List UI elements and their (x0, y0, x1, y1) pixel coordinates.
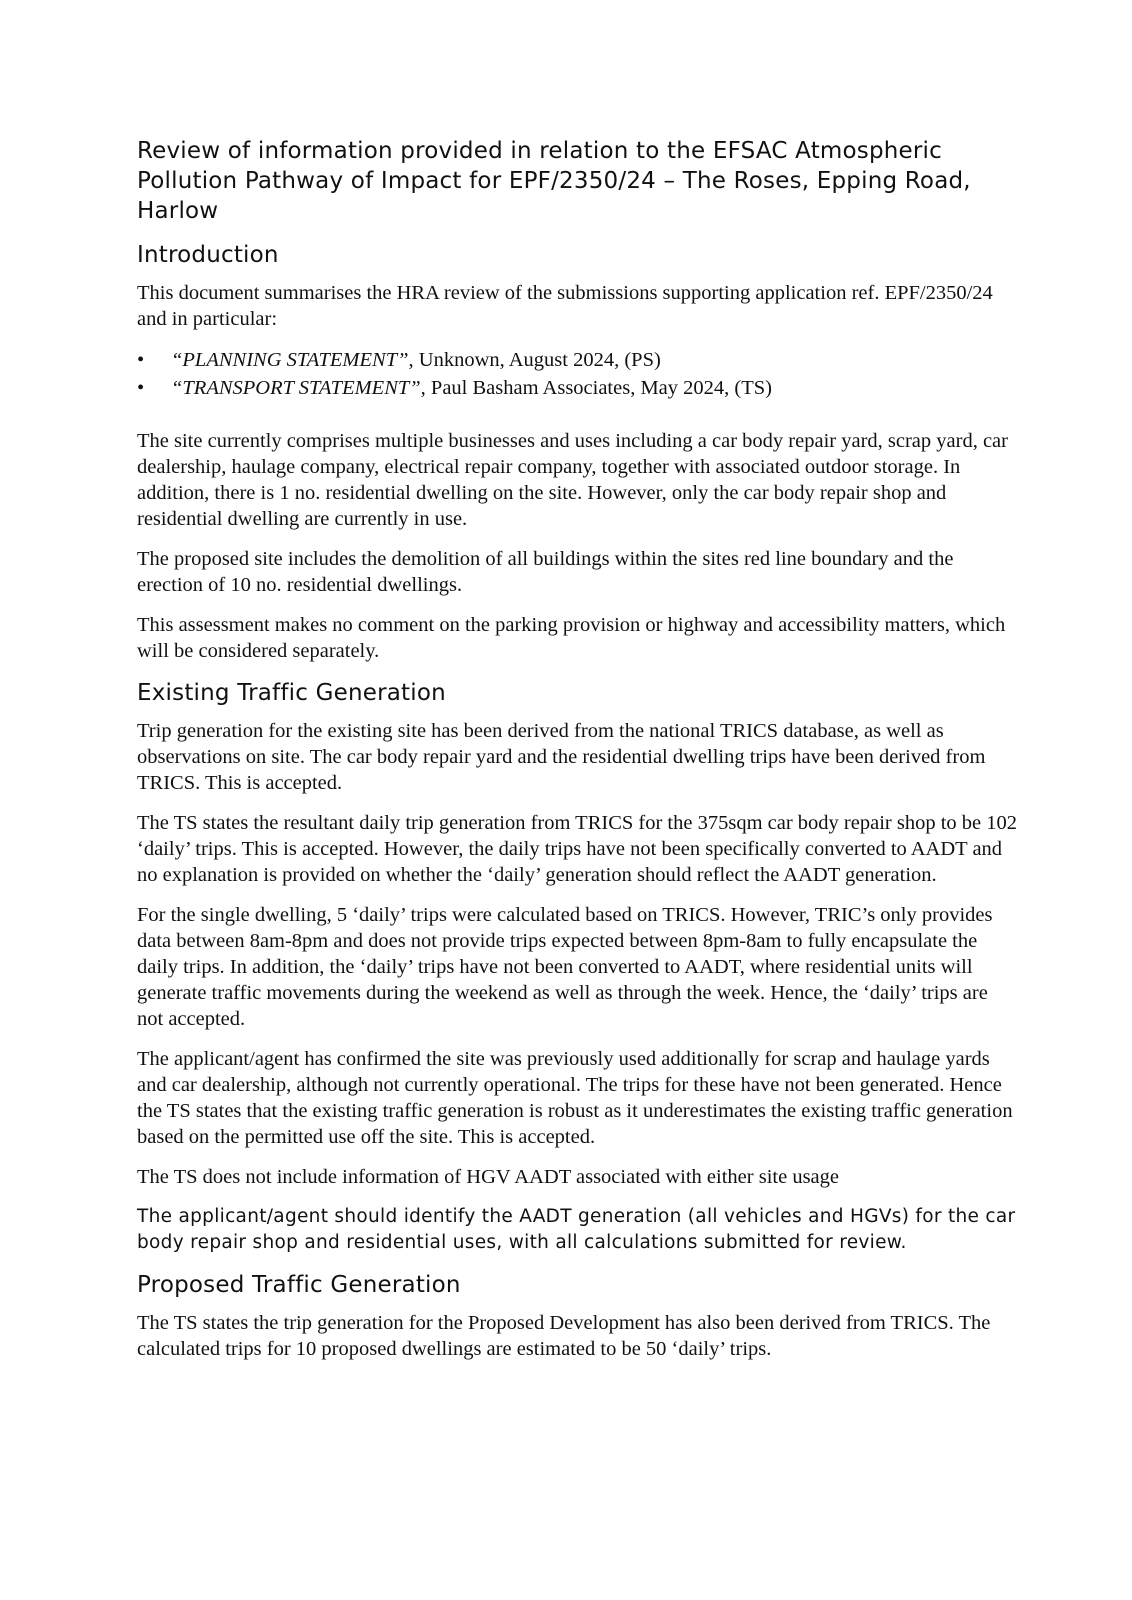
reference-item (137, 346, 1017, 374)
document-title: Review of information provided in relation to the EFSAC Atmospheric Pollution Pathway of Impact for EPF/2350/24 – The Roses, Epping Road, Harlow (137, 138, 971, 224)
existing-traffic-section (137, 678, 1017, 1256)
reference-item (137, 374, 1017, 402)
proposed-traffic-section (137, 1270, 1017, 1362)
introduction-paragraph-1: This document summarises the HRA review of the submissions supporting application ref. EPF/2350/24 and in particular: (137, 282, 993, 330)
existing-paragraph-5: The TS does not include information of HGV AADT associated with either site usage (137, 1166, 839, 1188)
existing-paragraph-1: Trip generation for the existing site has been derived from the national TRICS database, as well as observations on site. The car body repair yard and the residential dwelling trips have been derived from TRICS. This is accepted. (137, 720, 986, 794)
reference-title: “TRANSPORT STATEMENT” (171, 377, 421, 399)
bullet-icon: • (137, 377, 145, 399)
document-page (137, 136, 1017, 1376)
introduction-section (137, 240, 1017, 664)
proposed-paragraph-1: The TS states the trip generation for the Proposed Development has also been derived from TRICS. The calculated trips for 10 proposed dwellings are estimated to be 50 ‘daily’ trips. (137, 1312, 991, 1360)
reference-details: , Paul Basham Associates, May 2024, (TS) (420, 377, 772, 399)
existing-paragraph-3: For the single dwelling, 5 ‘daily’ trips were calculated based on TRICS. However, TRIC’s only provides data between 8am-8pm and does not provide trips expected between 8pm-8am to fully encapsulate the daily trips. In addition, the ‘daily’ trips have not been converted to AADT, where residential units will generate traffic movements during the weekend as well as through the week. Hence, the ‘daily’ trips are not accepted. (137, 904, 993, 1030)
introduction-paragraph-3: The proposed site includes the demolition of all buildings within the sites red line boundary and the erection of 10 no. residential dwellings. (137, 548, 954, 596)
introduction-heading: Introduction (137, 242, 279, 268)
existing-traffic-heading: Existing Traffic Generation (137, 680, 446, 706)
existing-recommendation: The applicant/agent should identify the AADT generation (all vehicles and HGVs) for the car body repair shop and residential uses, with all calculations submitted for review. (137, 1206, 1016, 1253)
reference-title: “PLANNING STATEMENT” (171, 349, 409, 371)
reference-details: , Unknown, August 2024, (PS) (408, 349, 661, 371)
proposed-traffic-heading: Proposed Traffic Generation (137, 1272, 461, 1298)
existing-paragraph-4: The applicant/agent has confirmed the site was previously used additionally for scrap and haulage yards and car dealership, although not currently operational. The trips for these have not been generated. Hence the TS states that the existing traffic generation is robust as it underestimates the existing traffic generation based on the permitted use off the site. This is accepted. (137, 1048, 1013, 1148)
bullet-icon: • (137, 349, 145, 371)
existing-paragraph-2: The TS states the resultant daily trip generation from TRICS for the 375sqm car body repair shop to be 102 ‘daily’ trips. This is accepted. However, the daily trips have not been specifically converted to AADT and no explanation is provided on whether the ‘daily’ generation should reflect the AADT generation. (137, 812, 1017, 886)
introduction-paragraph-2: The site currently comprises multiple businesses and uses including a car body repair yard, scrap yard, car dealership, haulage company, electrical repair company, together with associated outdoor storage. In addition, there is 1 no. residential dwelling on the site. However, only the car body repair shop and residential dwelling are currently in use. (137, 430, 1008, 530)
reference-list (137, 346, 1017, 402)
introduction-paragraph-4: This assessment makes no comment on the parking provision or highway and accessibility matters, which will be considered separately. (137, 614, 1006, 662)
